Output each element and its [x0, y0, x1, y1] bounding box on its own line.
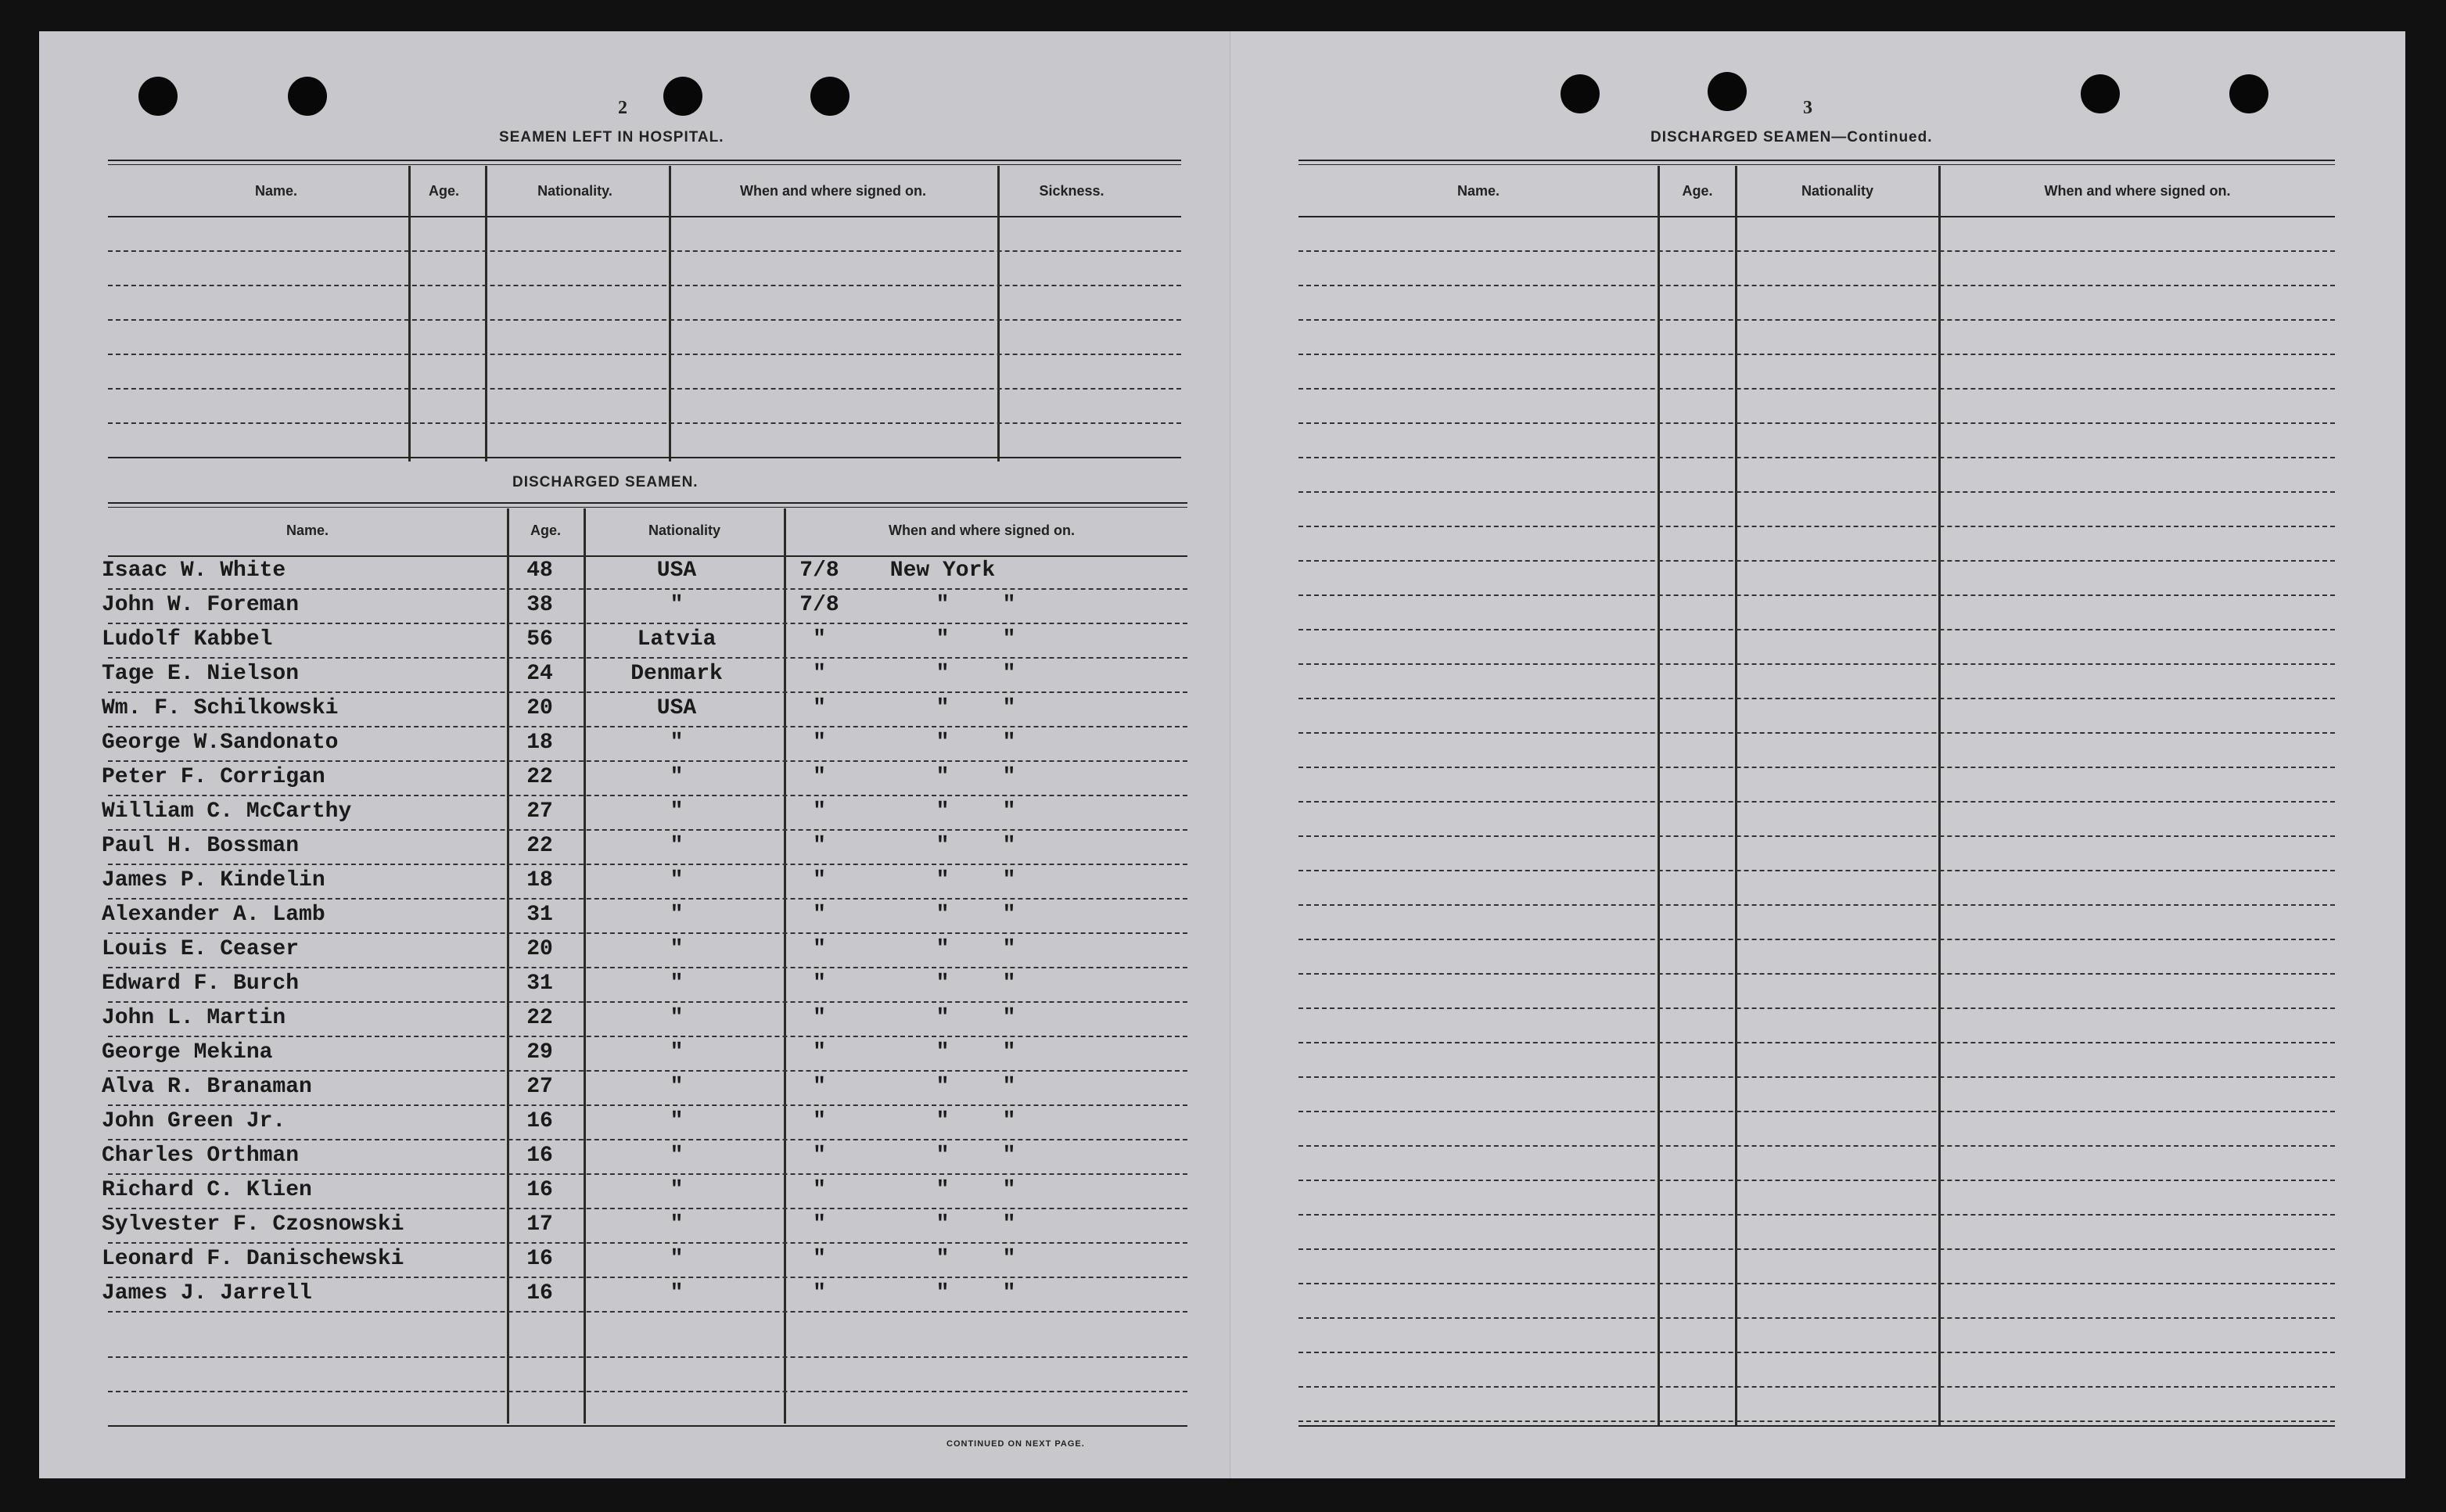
seaman-signed-ditto: "	[1002, 731, 1016, 755]
right-ruled-line	[1298, 422, 2335, 424]
seaman-signed-ditto: "	[1002, 696, 1016, 720]
right-ruled-line	[1298, 835, 2335, 837]
seaman-signed-ditto: "	[1002, 1178, 1016, 1202]
discharged-ruled-line	[108, 1277, 1187, 1278]
seaman-signed-date: "	[813, 696, 826, 720]
seaman-nationality: "	[670, 1247, 684, 1271]
seaman-nationality: "	[670, 1144, 684, 1168]
right-ruled-line	[1298, 1180, 2335, 1181]
seaman-signed-date: "	[813, 799, 826, 824]
discharged-ruled-line	[108, 1391, 1187, 1392]
right-ruled-line	[1298, 870, 2335, 871]
seaman-signed-ditto: "	[1002, 868, 1016, 892]
discharged-continued-title: DISCHARGED SEAMEN—Continued.	[1650, 129, 1933, 145]
right-ruled-line	[1298, 526, 2335, 527]
right-col-age: Age.	[1682, 183, 1713, 199]
seaman-name: Alexander A. Lamb	[102, 903, 325, 927]
punch-hole	[810, 77, 849, 116]
right-ruled-line	[1298, 594, 2335, 596]
right-ruled-line	[1298, 1248, 2335, 1250]
seaman-age: 31	[526, 903, 553, 927]
seaman-signed-ditto: "	[1002, 971, 1016, 996]
seaman-signed-place: "	[936, 1075, 950, 1099]
seaman-name: James P. Kindelin	[102, 868, 325, 892]
seaman-age: 38	[526, 593, 553, 617]
seaman-signed-ditto: "	[1002, 593, 1016, 617]
right-ruled-line	[1298, 1145, 2335, 1147]
punch-hole	[2081, 74, 2120, 113]
seaman-nationality: USA	[656, 558, 697, 583]
discharged-ruled-line	[108, 1036, 1187, 1037]
seaman-name: George W.Sandonato	[102, 731, 339, 755]
discharged-ruled-line	[108, 795, 1187, 796]
seaman-signed-date: "	[813, 834, 826, 858]
discharged-ruled-line	[108, 1311, 1187, 1313]
seaman-signed-place: "	[936, 937, 950, 961]
seaman-signed-place: "	[936, 1212, 950, 1237]
seaman-signed-date: "	[813, 731, 826, 755]
seaman-signed-place: "	[936, 662, 950, 686]
seaman-signed-place: "	[936, 799, 950, 824]
seaman-signed-date: "	[813, 1212, 826, 1237]
discharged-ruled-line	[108, 967, 1187, 968]
right-col-nationality: Nationality	[1801, 183, 1873, 199]
discharged-table-top-rule-2	[108, 507, 1187, 508]
seaman-signed-date: "	[813, 971, 826, 996]
seaman-age: 48	[526, 558, 553, 583]
right-ruled-line	[1298, 1352, 2335, 1353]
right-table-top-rule	[1298, 160, 2335, 161]
hospital-col-when: When and where signed on.	[739, 183, 927, 199]
seaman-name: William C. McCarthy	[102, 799, 352, 824]
seaman-signed-ditto: "	[1002, 1040, 1016, 1065]
right-ruled-line	[1298, 904, 2335, 906]
right-page	[1232, 31, 2405, 1478]
seaman-signed-place: "	[936, 627, 950, 652]
seaman-signed-date: 7/8	[799, 593, 839, 617]
discharged-ruled-line	[108, 657, 1187, 659]
seaman-age: 22	[526, 765, 553, 789]
seaman-signed-ditto: "	[1002, 1144, 1016, 1168]
right-ruled-line	[1298, 629, 2335, 630]
discharged-section-title: DISCHARGED SEAMEN.	[512, 474, 699, 490]
discharged-ruled-line	[108, 898, 1187, 900]
seaman-nationality: "	[670, 1109, 684, 1133]
right-ruled-line	[1298, 663, 2335, 665]
right-ruled-line	[1298, 939, 2335, 940]
right-table-bottom-rule	[1298, 1425, 2335, 1427]
discharged-col-nationality: Nationality	[648, 523, 720, 538]
seaman-signed-place: "	[936, 1040, 950, 1065]
seaman-nationality: "	[670, 765, 684, 789]
right-ruled-line	[1298, 698, 2335, 699]
discharged-ruled-line	[108, 1173, 1187, 1175]
seaman-signed-ditto: "	[1002, 1212, 1016, 1237]
seaman-nationality: "	[670, 1006, 684, 1030]
hospital-table-top-rule-2	[108, 164, 1181, 165]
discharged-ruled-line	[108, 623, 1187, 624]
seaman-signed-place: "	[936, 868, 950, 892]
right-ruled-line	[1298, 560, 2335, 562]
seaman-signed-date: "	[813, 662, 826, 686]
discharged-ruled-line	[108, 864, 1187, 865]
seaman-signed-place: "	[936, 1247, 950, 1271]
discharged-ruled-line	[108, 932, 1187, 934]
discharged-ruled-line	[108, 691, 1187, 693]
right-header-rule	[1298, 216, 2335, 217]
discharged-ruled-line	[108, 1104, 1187, 1106]
punch-hole	[1708, 72, 1747, 111]
seaman-age: 20	[526, 937, 553, 961]
discharged-ruled-line	[108, 829, 1187, 831]
hospital-ruled-line	[108, 354, 1181, 355]
seaman-nationality: "	[670, 593, 684, 617]
hospital-col-divider	[485, 166, 487, 462]
seaman-age: 17	[526, 1212, 553, 1237]
punch-hole	[138, 77, 178, 116]
seaman-nationality: "	[670, 1212, 684, 1237]
seaman-name: Peter F. Corrigan	[102, 765, 325, 789]
right-ruled-line	[1298, 388, 2335, 390]
discharged-ruled-line	[108, 1356, 1187, 1358]
seaman-nationality: "	[670, 799, 684, 824]
seaman-signed-date: "	[813, 937, 826, 961]
hospital-col-divider	[669, 166, 671, 462]
seaman-signed-ditto: "	[1002, 765, 1016, 789]
right-ruled-line	[1298, 732, 2335, 734]
seaman-signed-place: "	[936, 971, 950, 996]
seaman-nationality: "	[670, 731, 684, 755]
right-ruled-line	[1298, 1076, 2335, 1078]
seaman-nationality: "	[670, 937, 684, 961]
seaman-nationality: "	[670, 834, 684, 858]
right-ruled-line	[1298, 1042, 2335, 1043]
discharged-table-bottom-rule	[108, 1425, 1187, 1427]
seaman-name: Alva R. Branaman	[102, 1075, 312, 1099]
discharged-ruled-line	[108, 1139, 1187, 1140]
seaman-signed-place: "	[936, 1178, 950, 1202]
right-col-name: Name.	[1456, 183, 1500, 199]
seaman-age: 16	[526, 1109, 553, 1133]
continued-note: CONTINUED ON NEXT PAGE.	[946, 1439, 1085, 1449]
discharged-ruled-line	[108, 1070, 1187, 1072]
right-ruled-line	[1298, 1111, 2335, 1112]
seaman-age: 16	[526, 1178, 553, 1202]
seaman-nationality: "	[670, 971, 684, 996]
right-ruled-line	[1298, 285, 2335, 286]
hospital-col-age: Age.	[428, 183, 459, 199]
seaman-age: 56	[526, 627, 553, 652]
seaman-age: 18	[526, 868, 553, 892]
seaman-signed-ditto: "	[1002, 799, 1016, 824]
seaman-name: James J. Jarrell	[102, 1281, 312, 1305]
seaman-age: 27	[526, 1075, 553, 1099]
hospital-ruled-line	[108, 422, 1181, 424]
seaman-name: George Mekina	[102, 1040, 273, 1065]
seaman-name: Sylvester F. Czosnowski	[102, 1212, 404, 1237]
hospital-header-rule	[108, 216, 1181, 217]
seaman-signed-place: New York	[889, 558, 996, 583]
seaman-age: 22	[526, 834, 553, 858]
discharged-table-top-rule	[108, 502, 1187, 504]
discharged-ruled-line	[108, 1001, 1187, 1003]
hospital-ruled-line	[108, 250, 1181, 252]
seaman-signed-date: "	[813, 1281, 826, 1305]
seaman-age: 20	[526, 696, 553, 720]
hospital-col-divider	[997, 166, 1000, 462]
seaman-signed-ditto: "	[1002, 1075, 1016, 1099]
seaman-name: John Green Jr.	[102, 1109, 286, 1133]
right-ruled-line	[1298, 319, 2335, 321]
seaman-signed-date: "	[813, 1040, 826, 1065]
right-ruled-line	[1298, 767, 2335, 768]
seaman-age: 16	[526, 1281, 553, 1305]
right-ruled-line	[1298, 1317, 2335, 1319]
seaman-signed-ditto: "	[1002, 1109, 1016, 1133]
punch-hole	[288, 77, 327, 116]
seaman-nationality: "	[670, 903, 684, 927]
right-ruled-line	[1298, 354, 2335, 355]
seaman-name: Leonard F. Danischewski	[102, 1247, 404, 1271]
seaman-signed-place: "	[936, 834, 950, 858]
hospital-table-bottom-rule	[108, 457, 1181, 458]
seaman-nationality: "	[670, 1281, 684, 1305]
right-ruled-line	[1298, 1386, 2335, 1388]
seaman-signed-date: "	[813, 1178, 826, 1202]
seaman-signed-date: "	[813, 868, 826, 892]
seaman-name: Paul H. Bossman	[102, 834, 300, 858]
discharged-col-age: Age.	[530, 523, 561, 538]
seaman-nationality: "	[670, 1075, 684, 1099]
seaman-signed-ditto: "	[1002, 662, 1016, 686]
seaman-age: 27	[526, 799, 553, 824]
right-ruled-line	[1298, 457, 2335, 458]
discharged-ruled-line	[108, 726, 1187, 727]
seaman-signed-place: "	[936, 731, 950, 755]
right-ruled-line	[1298, 250, 2335, 252]
seaman-nationality: USA	[656, 696, 697, 720]
seaman-name: Ludolf Kabbel	[102, 627, 273, 652]
seaman-nationality: "	[670, 868, 684, 892]
seaman-signed-date: "	[813, 627, 826, 652]
discharged-ruled-line	[108, 588, 1187, 590]
discharged-header-rule	[108, 555, 1187, 557]
right-ruled-line	[1298, 973, 2335, 975]
seaman-age: 16	[526, 1247, 553, 1271]
hospital-section-title: SEAMEN LEFT IN HOSPITAL.	[499, 129, 724, 145]
seaman-signed-date: 7/8	[799, 558, 839, 583]
seaman-signed-ditto: "	[1002, 627, 1016, 652]
seaman-signed-place: "	[936, 1109, 950, 1133]
page-number: 2	[618, 98, 627, 118]
seaman-nationality: "	[670, 1178, 684, 1202]
seaman-signed-place: "	[936, 1144, 950, 1168]
punch-hole	[1561, 74, 1600, 113]
seaman-name: Isaac W. White	[102, 558, 286, 583]
seaman-nationality: Latvia	[637, 627, 717, 652]
seaman-name: Tage E. Nielson	[102, 662, 300, 686]
seaman-signed-date: "	[813, 1006, 826, 1030]
seaman-signed-date: "	[813, 1075, 826, 1099]
discharged-col-name: Name.	[286, 523, 329, 538]
seaman-signed-place: "	[936, 696, 950, 720]
discharged-ruled-line	[108, 760, 1187, 762]
seaman-age: 29	[526, 1040, 553, 1065]
seaman-signed-ditto: "	[1002, 1247, 1016, 1271]
hospital-ruled-line	[108, 319, 1181, 321]
seaman-signed-date: "	[813, 1109, 826, 1133]
seaman-age: 22	[526, 1006, 553, 1030]
page-number: 3	[1803, 98, 1812, 118]
seaman-signed-ditto: "	[1002, 1006, 1016, 1030]
discharged-col-when: When and where signed on.	[888, 523, 1076, 538]
right-ruled-line	[1298, 801, 2335, 803]
discharged-ruled-line	[108, 1208, 1187, 1209]
right-ruled-line	[1298, 1007, 2335, 1009]
punch-hole	[663, 77, 702, 116]
seaman-signed-date: "	[813, 1144, 826, 1168]
hospital-col-name: Name.	[254, 183, 298, 199]
seaman-signed-ditto: "	[1002, 1281, 1016, 1305]
hospital-ruled-line	[108, 285, 1181, 286]
seaman-signed-date: "	[813, 765, 826, 789]
seaman-signed-place: "	[936, 1006, 950, 1030]
left-page	[39, 31, 1232, 1478]
seaman-age: 24	[526, 662, 553, 686]
seaman-signed-place: "	[936, 593, 950, 617]
seaman-age: 16	[526, 1144, 553, 1168]
right-col-when: When and where signed on.	[2044, 183, 2231, 199]
hospital-table-top-rule	[108, 160, 1181, 161]
seaman-name: Wm. F. Schilkowski	[102, 696, 339, 720]
hospital-col-sickness: Sickness.	[1039, 183, 1104, 199]
seaman-signed-date: "	[813, 903, 826, 927]
seaman-name: John W. Foreman	[102, 593, 300, 617]
hospital-col-divider	[408, 166, 411, 462]
seaman-name: Edward F. Burch	[102, 971, 300, 996]
seaman-age: 31	[526, 971, 553, 996]
seaman-age: 18	[526, 731, 553, 755]
right-ruled-line	[1298, 1420, 2335, 1422]
right-table-top-rule-2	[1298, 164, 2335, 165]
seaman-name: Charles Orthman	[102, 1144, 300, 1168]
seaman-name: Louis E. Ceaser	[102, 937, 300, 961]
seaman-nationality: "	[670, 1040, 684, 1065]
seaman-signed-ditto: "	[1002, 903, 1016, 927]
seaman-signed-place: "	[936, 903, 950, 927]
seaman-signed-date: "	[813, 1247, 826, 1271]
punch-hole	[2229, 74, 2268, 113]
discharged-ruled-line	[108, 1242, 1187, 1244]
seaman-signed-ditto: "	[1002, 937, 1016, 961]
right-ruled-line	[1298, 491, 2335, 493]
seaman-nationality: Denmark	[630, 662, 723, 686]
right-ruled-line	[1298, 1214, 2335, 1216]
hospital-ruled-line	[108, 388, 1181, 390]
seaman-signed-ditto: "	[1002, 834, 1016, 858]
right-ruled-line	[1298, 1283, 2335, 1284]
seaman-name: John L. Martin	[102, 1006, 286, 1030]
seaman-signed-place: "	[936, 765, 950, 789]
seaman-signed-place: "	[936, 1281, 950, 1305]
hospital-col-nationality: Nationality.	[537, 183, 612, 199]
seaman-name: Richard C. Klien	[102, 1178, 312, 1202]
